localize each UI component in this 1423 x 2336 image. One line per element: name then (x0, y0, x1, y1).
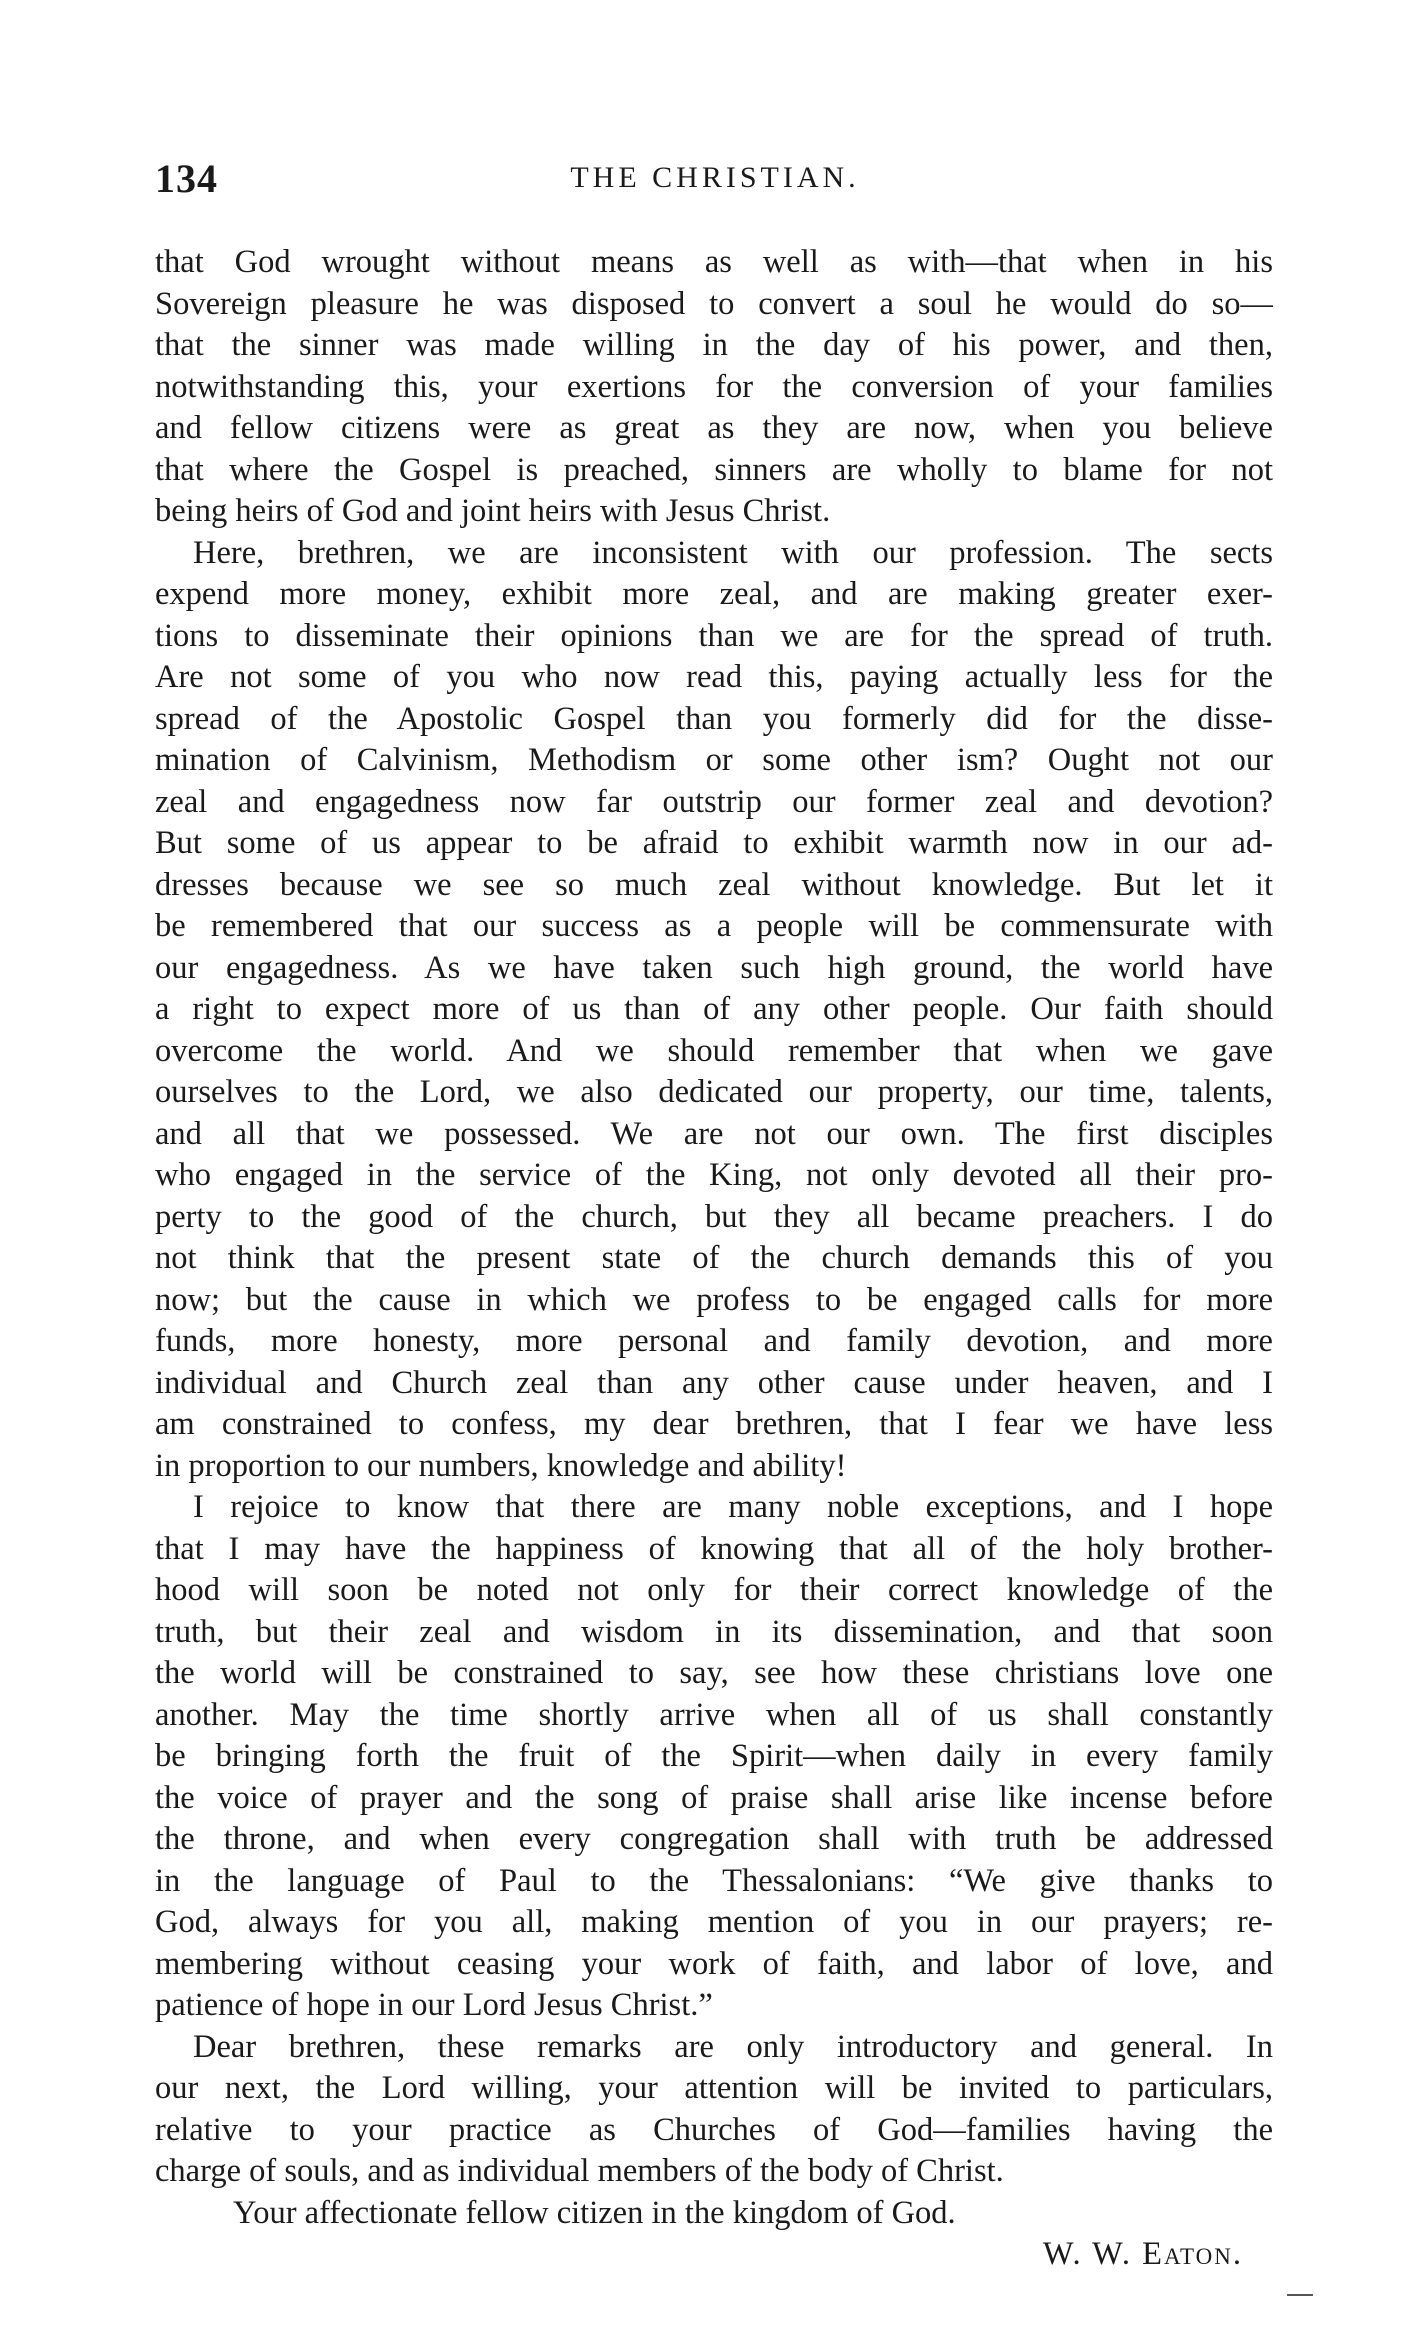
closing-line: Your affectionate fellow citizen in the kingdom of God. (233, 2194, 956, 2231)
journal-title: THE CHRISTIAN. (570, 161, 860, 194)
text-line: overcome the world. And we should remember that when we gave (155, 1032, 1273, 1069)
page-number: 134 (155, 156, 218, 201)
text-line: in the language of Paul to the Thessalonians: “We give thanks to (155, 1862, 1273, 1899)
footer-rule (1287, 2294, 1313, 2296)
text-line: spread of the Apostolic Gospel than you formerly did for the disse- (155, 700, 1273, 737)
text-line: expend more money, exhibit more zeal, and are making greater exer- (155, 576, 1273, 612)
signature: W. W. Eaton. (1042, 2236, 1243, 2272)
text-line: that the sinner was made willing in the day of his power, and then, (155, 327, 1273, 363)
text-line: Sovereign pleasure he was disposed to convert a soul he would do so— (155, 285, 1273, 322)
text-line: the world will be constrained to say, see how these christians love one (155, 1655, 1273, 1691)
text-line: another. May the time shortly arrive when all of us shall constantly (155, 1696, 1273, 1733)
paragraph (155, 2027, 1273, 2193)
text-line: who engaged in the service of the King, not only devoted all their pro- (155, 1157, 1273, 1193)
text-line: that where the Gospel is preached, sinners are wholly to blame for not (155, 451, 1273, 488)
text-line: relative to your practice as Churches of God—families having the (155, 2111, 1273, 2148)
text-line: our next, the Lord willing, your attention will be invited to particulars, (155, 2070, 1273, 2106)
text-line: a right to expect more of us than of any other people. Our faith should (155, 991, 1273, 1027)
text-line: and fellow citizens were as great as they are now, when you believe (155, 410, 1273, 446)
text-line: now; but the cause in which we profess to be engaged calls for more (155, 1281, 1273, 1318)
running-head (155, 155, 1275, 205)
text-line: am constrained to confess, my dear brethren, that I fear we have less (155, 1406, 1273, 1442)
text-line: zeal and engagedness now far outstrip our former zeal and devotion? (155, 783, 1273, 820)
text-line: be remembered that our success as a people will be commensurate with (155, 908, 1273, 944)
text-line: patience of hope in our Lord Jesus Christ.” (155, 1987, 713, 2023)
paragraph (155, 533, 1273, 1488)
text-line: God, always for you all, making mention of you in our prayers; re- (155, 1904, 1273, 1940)
text-line: Dear brethren, these remarks are only introductory and general. In (193, 2028, 1273, 2065)
paragraph (155, 242, 1273, 533)
text-line: be bringing forth the fruit of the Spirit—when daily in every family (155, 1738, 1273, 1774)
text-line: funds, more honesty, more personal and family devotion, and more (155, 1323, 1273, 1359)
text-line: I rejoice to know that there are many noble exceptions, and I hope (193, 1489, 1273, 1525)
text-line: in proportion to our numbers, knowledge and ability! (155, 1447, 847, 1484)
text-line: charge of souls, and as individual members of the body of Christ. (155, 2153, 1004, 2189)
text-line: and all that we possessed. We are not our own. The first disciples (155, 1115, 1273, 1152)
text-line: the throne, and when every congregation shall with truth be addressed (155, 1821, 1273, 1857)
text-line: truth, but their zeal and wisdom in its dissemination, and that soon (155, 1613, 1273, 1650)
text-line: dresses because we see so much zeal without knowledge. But let it (155, 866, 1273, 903)
text-line: membering without ceasing your work of faith, and labor of love, and (155, 1945, 1273, 1982)
text-line: the voice of prayer and the song of praise shall arise like incense before (155, 1779, 1273, 1816)
text-line: mination of Calvinism, Methodism or some other ism? Ought not our (155, 742, 1273, 778)
text-line: that God wrought without means as well as with—that when in his (155, 244, 1273, 280)
text-line: notwithstanding this, your exertions for the conversion of your families (155, 368, 1273, 405)
text-line: perty to the good of the church, but they all became preachers. I do (155, 1198, 1273, 1235)
text-line: hood will soon be noted not only for their correct knowledge of the (155, 1572, 1273, 1608)
text-line: ourselves to the Lord, we also dedicated our property, our time, talents, (155, 1074, 1273, 1110)
text-line: being heirs of God and joint heirs with Jesus Christ. (155, 493, 831, 529)
text-line: Here, brethren, we are inconsistent with our profession. The sects (193, 534, 1273, 571)
text-line: not think that the present state of the church demands this of you (155, 1240, 1273, 1276)
text-line: tions to disseminate their opinions than we are for the spread of truth. (155, 617, 1273, 654)
text-line: our engagedness. As we have taken such high ground, the world have (155, 949, 1273, 986)
paragraph (155, 1487, 1273, 2027)
text-line: Are not some of you who now read this, paying actually less for the (155, 659, 1273, 695)
text-line: that I may have the happiness of knowing that all of the holy brother- (155, 1530, 1273, 1567)
text-line: individual and Church zeal than any other cause under heaven, and I (155, 1364, 1273, 1401)
body-text (155, 242, 1273, 2276)
text-line: But some of us appear to be afraid to exhibit warmth now in our ad- (155, 825, 1273, 861)
